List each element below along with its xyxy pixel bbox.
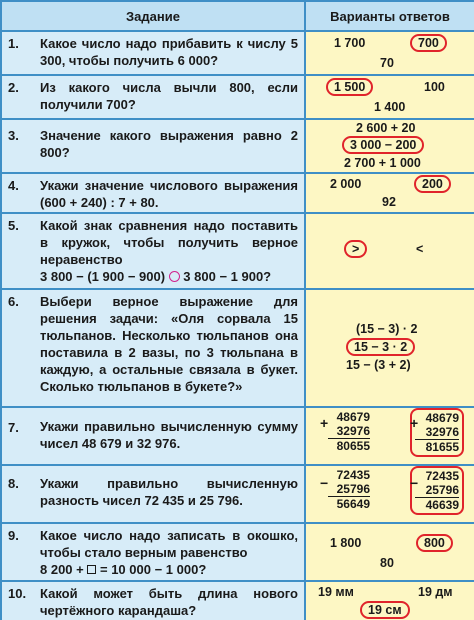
row-number: 7. [8,420,19,435]
row-6 [2,288,474,406]
answer-option[interactable]: 2 700 + 1 000 [344,156,421,170]
row-3 [2,118,474,172]
row-8 [2,464,474,522]
question-text-part: 3 800 − (1 900 − 900) [40,269,166,284]
answer-option-correct[interactable]: 800 [416,534,453,552]
row-number: 4. [8,178,19,193]
answer-option[interactable]: 2 000 [330,177,362,191]
question-text: Выбери верное выражение для решения задачи: «Оля сорвала 15 тюльпанов. Несколько тюльпанов она поставила в 2 вазы, по 3 тюльпана в каждую, а остальные связала в букет. Сколько тюльпанов в букете?» [40,294,298,394]
answer-box-icon [87,565,96,574]
answer-option[interactable]: 2 600 + 20 [356,121,416,135]
answer-option[interactable]: 1 800 [330,536,362,550]
header-task: Задание [2,2,304,30]
answer-option[interactable]: 1 400 [374,100,406,114]
answer-option[interactable]: 19 мм [318,585,354,599]
row-number: 9. [8,528,19,543]
question-text-part: Какой знак сравнения надо поставить в кружок, чтобы получить верное неравенство [40,218,298,267]
row-9 [2,522,474,580]
row-1 [2,30,474,74]
answer-option[interactable]: 100 [424,80,445,94]
answer-option-correct[interactable]: 15 − 3 · 2 [346,338,415,356]
answer-option-correct[interactable]: 3 000 − 200 [342,136,424,154]
answer-option-correct[interactable]: 19 см [360,601,410,619]
question-text: Укажи правильно вычисленную сумму чисел 48 679 и 32 976. [40,419,298,451]
question-text: Из какого числа вычли 800, если получили 700? [40,80,298,112]
question-text-part: Какое число надо записать в окошко, чтобы стало верным равенство [40,528,298,560]
question-text: Какое число надо прибавить к числу 5 300, чтобы получить 6 000? [40,36,298,68]
answer-option-correct[interactable]: > [344,240,367,258]
column-difference-option[interactable]: − 72435 25796 56649 [320,468,370,511]
answer-option[interactable]: 15 − (3 + 2) [346,358,411,372]
row-number: 1. [8,36,19,51]
answer-option[interactable]: 19 дм [418,585,453,599]
answer-option[interactable]: (15 − 3) · 2 [356,322,418,336]
row-number: 2. [8,80,19,95]
comparison-circle-icon [169,271,180,282]
question-text: Значение какого выражения равно 2 800? [40,128,298,160]
question-text-part: 8 200 + [40,562,84,577]
row-2 [2,74,474,118]
answer-option[interactable]: 92 [382,195,396,209]
answer-option[interactable]: < [416,242,424,256]
column-sum-option[interactable]: + 48679 32976 80655 [320,410,370,453]
row-number: 3. [8,128,19,143]
row-5 [2,212,474,288]
question-text [40,217,298,285]
answer-option-correct[interactable]: 1 500 [326,78,373,96]
row-number: 5. [8,218,19,233]
question-text [40,527,298,578]
question-text-part: = 10 000 − 1 000? [100,562,207,577]
question-text: Какой может быть длина нового чертёжного карандаша? [40,586,298,618]
question-text: Укажи значение числового выражения (600 + 240) : 7 + 80. [40,178,298,210]
row-7 [2,406,474,464]
answer-option[interactable]: 70 [380,56,394,70]
question-text: Укажи правильно вычисленную разность чисел 72 435 и 25 796. [40,476,298,508]
row-number: 10. [8,586,27,601]
row-10 [2,580,474,620]
column-difference-option-correct[interactable]: − 72435 25796 46639 [410,466,464,515]
answer-option[interactable]: 80 [380,556,394,570]
answer-option-correct[interactable]: 200 [414,175,451,193]
column-sum-option-correct[interactable]: + 48679 32976 81655 [410,408,464,457]
header-answers: Варианты ответов [304,2,474,30]
answer-option-correct[interactable]: 700 [410,34,447,52]
answer-option[interactable]: 1 700 [334,36,366,50]
question-text-part: 3 800 − 1 900? [183,269,272,284]
row-number: 6. [8,294,19,309]
row-4 [2,172,474,212]
row-number: 8. [8,476,19,491]
